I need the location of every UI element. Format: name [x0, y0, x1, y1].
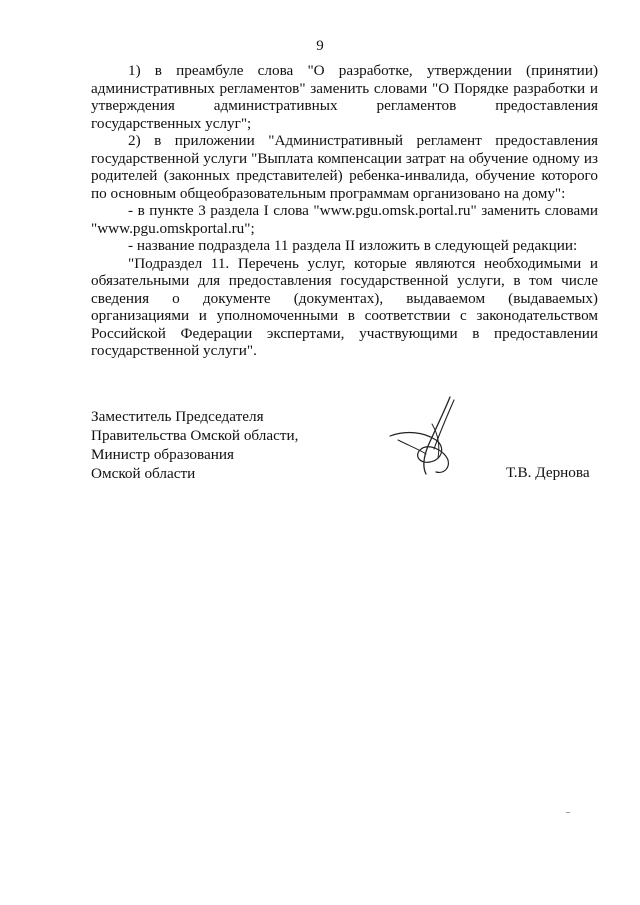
handwritten-signature — [380, 394, 480, 484]
paragraph-subsection-11-text: "Подраздел 11. Перечень услуг, которые являются необходимыми и обязательными для предоставления государственной услуги, в том числе сведения о документе (документах), выдаваемом (выдаваемых) организациями и уполномоченными в соответствии с законодательством Российской Федерации экспертами, участвующими в предоставлении государственной услуги". — [91, 254, 598, 359]
document-body — [91, 62, 598, 360]
signature-position — [91, 407, 298, 483]
signer-position-line: Правительства Омской области, — [91, 427, 299, 444]
page-number: 9 — [316, 38, 324, 54]
signer-name: Т.В. Дернова — [506, 464, 590, 481]
page-speck — [566, 812, 570, 813]
paragraph-annex-amendment: 2) в приложении "Административный регламент предоставления государственной услуги "Выплата компенсации затрат на обучение одному из родителей (законных представителей) ребенка-инвалида, обучение которого по основным общеобразовательным программам организовано на дому": — [91, 132, 598, 202]
paragraph-subsection-11-title: - название подраздела 11 раздела II изложить в следующей редакции: — [128, 237, 578, 254]
paragraph-section-1-item-3: - в пункте 3 раздела I слова "www.pgu.omsk.portal.ru" заменить словами "www.pgu.omskportal.ru"; — [91, 202, 598, 237]
signer-position-line: Заместитель Председателя — [91, 408, 264, 425]
signer-position-line: Министр образования — [91, 446, 234, 463]
paragraph-preamble-amendment: 1) в преамбуле слова "О разработке, утверждении (принятии) административных регламентов" заменить словами "О Порядке разработки и утверждения административных регламентов предоставления государственных услуг"; — [91, 62, 598, 132]
signer-position-line: Омской области — [91, 465, 196, 482]
